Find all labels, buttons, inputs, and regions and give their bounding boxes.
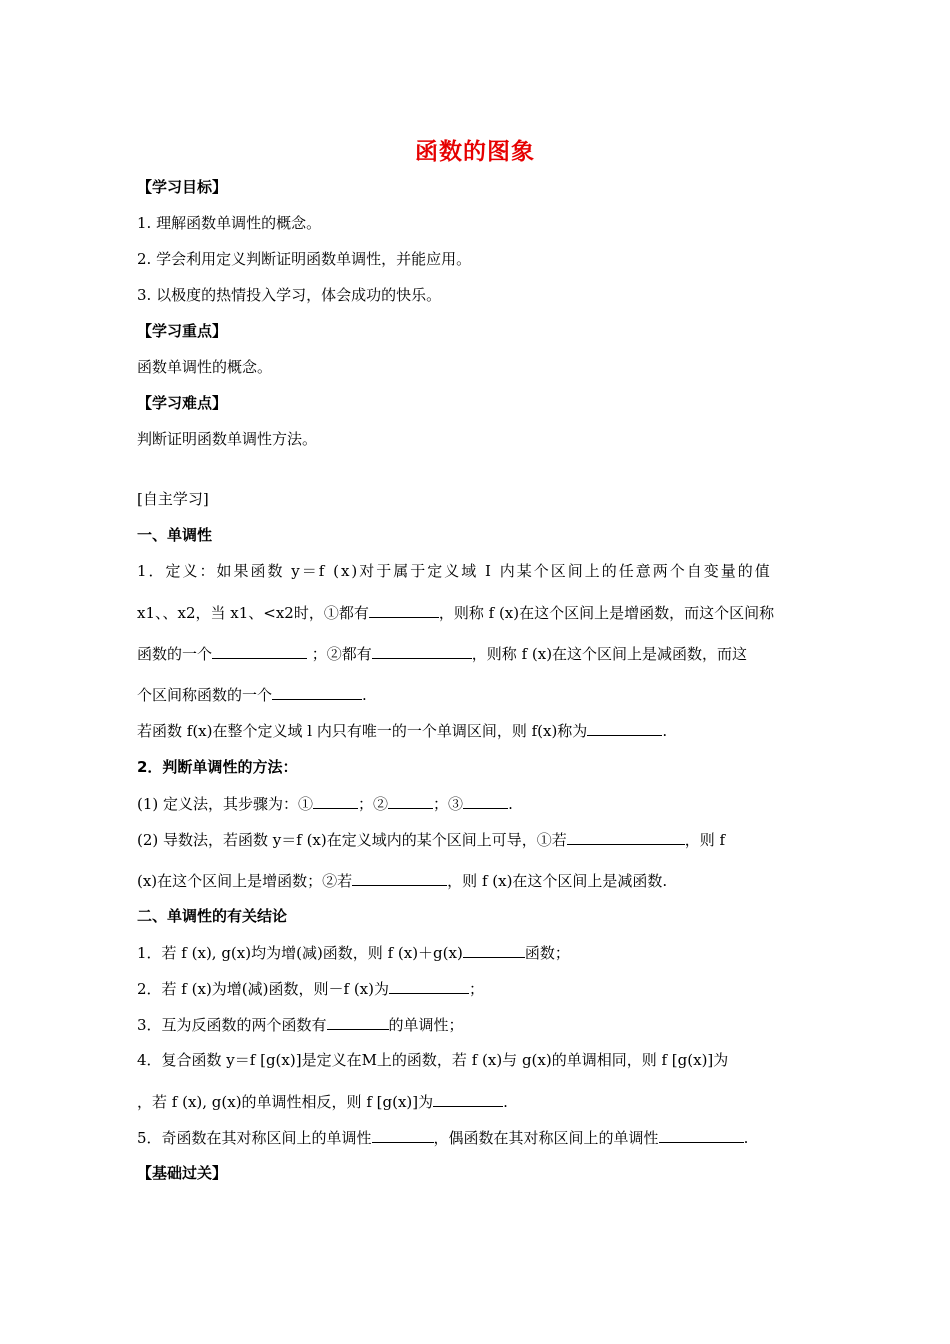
conclusion-text: 3．互为反函数的两个函数有 — [137, 1016, 327, 1034]
definition-text: ，则称 f (x)在这个区间上是增函数，而这个区间称 — [438, 604, 775, 622]
method-text: ，则 f (x)在这个区间上是减函数. — [447, 872, 668, 890]
conclusion-line — [137, 1090, 827, 1113]
definition-text: ；②都有 — [307, 645, 372, 663]
fill-blank[interactable] — [212, 642, 307, 659]
definition-text: ，则称 f (x)在这个区间上是减函数，而这 — [471, 645, 748, 663]
fill-blank[interactable] — [369, 601, 439, 618]
fill-blank[interactable] — [388, 792, 433, 809]
objective-item: 2. 学会利用定义判断证明函数单调性，并能应用。 — [137, 250, 472, 268]
method-line — [137, 792, 827, 815]
method-line — [137, 828, 827, 851]
method-text: (2) 导数法，若函数 y＝f (x)在定义域内的某个区间上可导，①若 — [137, 831, 567, 849]
definition-line: 1．定义：如果函数 y＝f (x)对于属于定义域 I 内某个区间上的任意两个自变量的值 — [137, 562, 772, 580]
method-text: (x)在这个区间上是增函数；②若 — [137, 872, 353, 890]
key-points-heading: 【学习重点】 — [137, 322, 228, 340]
monotone-line — [137, 719, 827, 742]
fill-blank[interactable] — [372, 1126, 434, 1143]
conclusion-line — [137, 1126, 827, 1149]
method-text: ；② — [358, 795, 389, 813]
conclusion-text: ，偶函数在其对称区间上的单调性 — [433, 1129, 659, 1147]
basics-heading: 【基础过关】 — [137, 1164, 228, 1182]
fill-blank[interactable] — [272, 683, 362, 700]
difficulties-heading: 【学习难点】 — [137, 394, 228, 412]
conclusion-text: . — [503, 1093, 508, 1111]
monotone-text: 若函数 f(x)在整个定义域 l 内只有唯一的一个单调区间，则 f(x)称为 — [137, 722, 588, 740]
definition-text: 个区间称函数的一个 — [137, 686, 273, 704]
section-heading: 一、单调性 — [137, 526, 213, 544]
method-text: ，则 f — [684, 831, 726, 849]
objective-item: 1. 理解函数单调性的概念。 — [137, 214, 322, 232]
method-text: . — [508, 795, 513, 813]
definition-text: . — [362, 686, 367, 704]
fill-blank[interactable] — [313, 792, 358, 809]
conclusion-text: 1．若 f (x), g(x)均为增(减)函数，则 f (x)＋g(x) — [137, 944, 463, 962]
conclusion-text: 函数； — [524, 944, 570, 962]
definition-line — [137, 601, 827, 624]
fill-blank[interactable] — [389, 977, 469, 994]
fill-blank[interactable] — [372, 642, 472, 659]
fill-blank[interactable] — [463, 792, 508, 809]
self-study-heading: [自主学习] — [137, 490, 209, 508]
difficulties-text: 判断证明函数单调性方法。 — [137, 430, 318, 448]
fill-blank[interactable] — [463, 941, 525, 958]
method-text: ；③ — [433, 795, 464, 813]
method-text: (1) 定义法，其步骤为：① — [137, 795, 314, 813]
conclusion-text: 2．若 f (x)为增(减)函数，则－f (x)为 — [137, 980, 389, 998]
fill-blank[interactable] — [567, 828, 685, 845]
key-points-text: 函数单调性的概念。 — [137, 358, 273, 376]
definition-line — [137, 683, 827, 706]
section-heading: 2．判断单调性的方法： — [137, 758, 298, 776]
fill-blank[interactable] — [327, 1013, 389, 1030]
definition-text: 函数的一个 — [137, 645, 213, 663]
monotone-text: . — [662, 722, 668, 740]
section-heading: 二、单调性的有关结论 — [137, 907, 288, 925]
conclusion-text: ，若 f (x), g(x)的单调性相反，则 f [g(x)]为 — [137, 1093, 434, 1111]
conclusion-text: 的单调性； — [388, 1016, 464, 1034]
conclusion-text: 5．奇函数在其对称区间上的单调性 — [137, 1129, 372, 1147]
method-line — [137, 869, 827, 892]
fill-blank[interactable] — [433, 1090, 503, 1107]
page-title: 函数的图象 — [415, 139, 535, 165]
conclusion-line — [137, 1013, 827, 1036]
fill-blank[interactable] — [659, 1126, 744, 1143]
definition-line — [137, 642, 827, 665]
objective-item: 3. 以极度的热情投入学习，体会成功的快乐。 — [137, 286, 442, 304]
conclusion-text: ； — [468, 980, 484, 998]
conclusion-text: . — [743, 1129, 749, 1147]
fill-blank[interactable] — [587, 719, 662, 736]
objectives-heading: 【学习目标】 — [137, 178, 228, 196]
definition-text: x1、、x2，当 x1、<x2时，①都有 — [137, 604, 369, 622]
fill-blank[interactable] — [352, 869, 447, 886]
conclusion-line — [137, 977, 827, 1000]
conclusion-line — [137, 941, 827, 964]
conclusion-line: 4．复合函数 y＝f [g(x)]是定义在M上的函数，若 f (x)与 g(x)的单调相同，则 f [g(x)]为 — [137, 1051, 729, 1069]
